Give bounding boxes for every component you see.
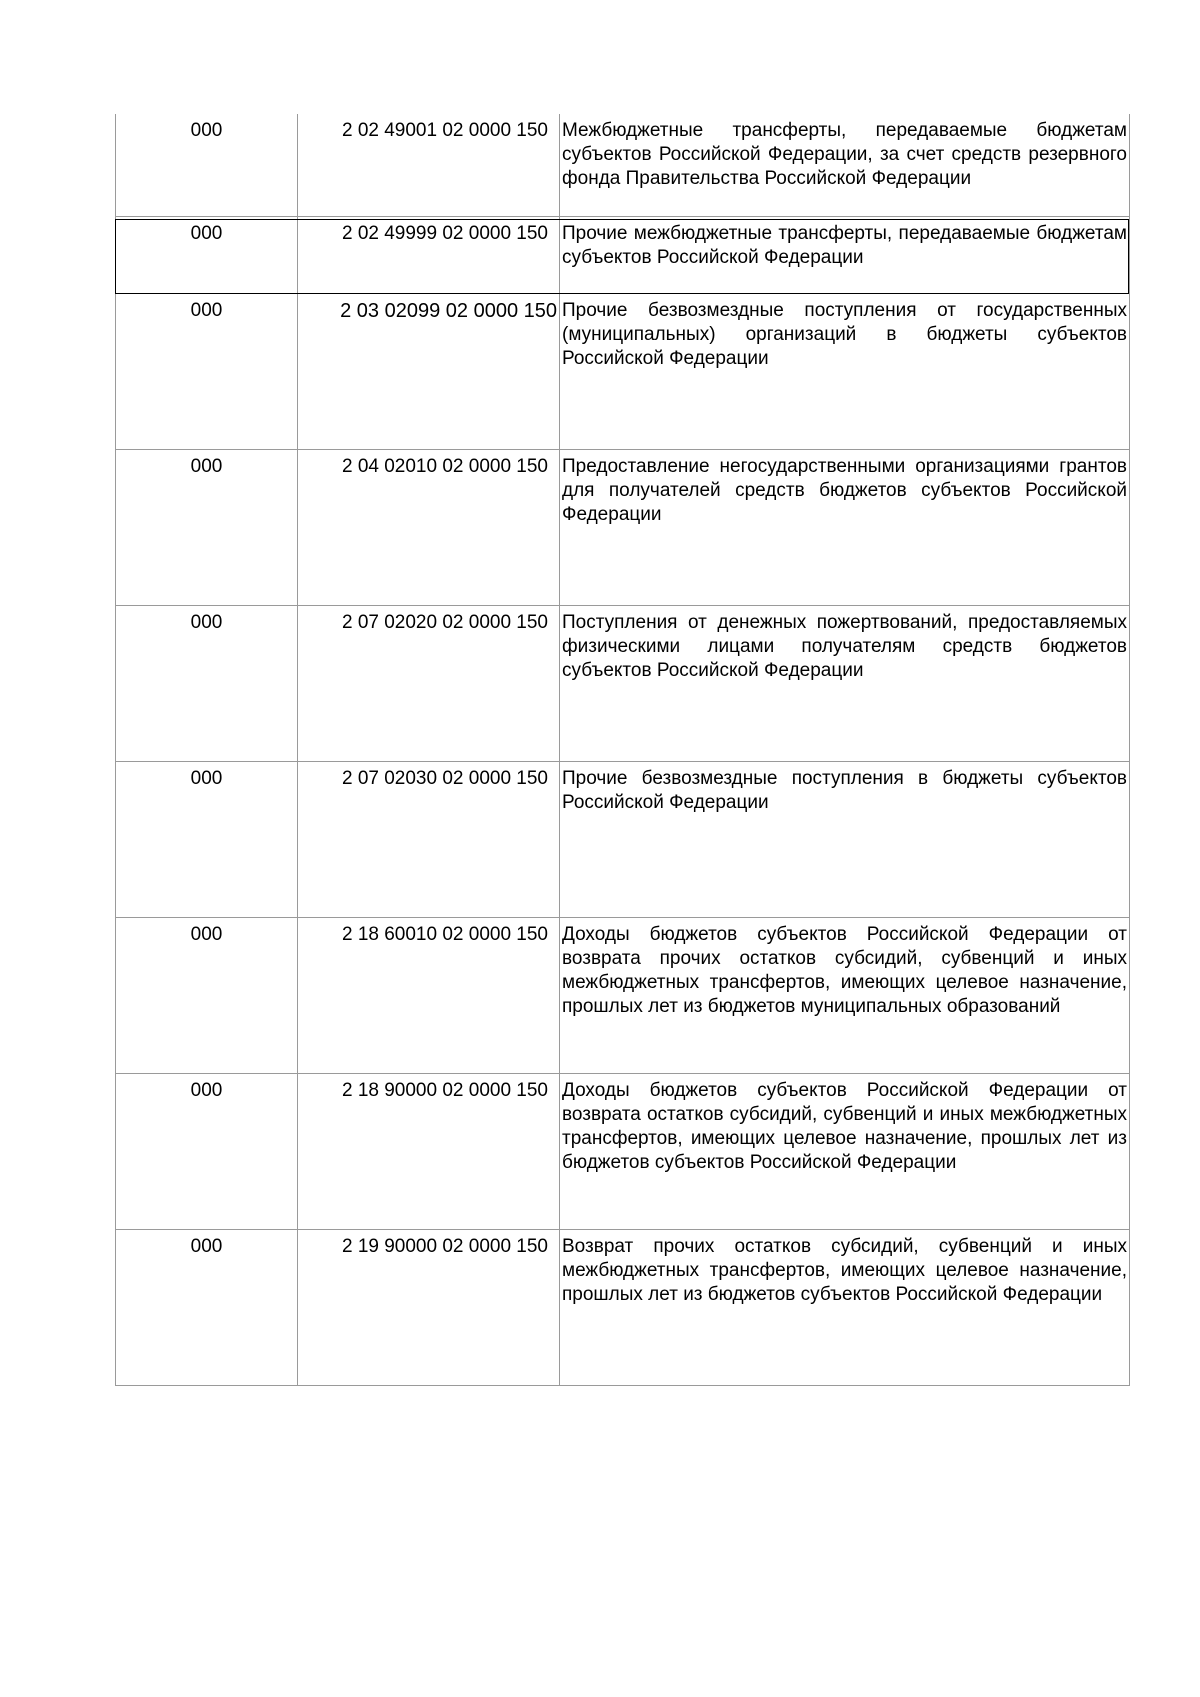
description-cell: Предоставление негосударственными организациями грантов для получателей средств бюджетов субъектов Российской Федерации <box>560 450 1130 606</box>
kbk-code-cell: 2 07 02020 02 0000 150 <box>298 606 560 762</box>
admin-code-cell: 000 <box>116 294 298 450</box>
description-cell: Прочие безвозмездные поступления от государственных (муниципальных) организаций в бюджеты субъектов Российской Федерации <box>560 294 1130 450</box>
table-row <box>116 450 1130 606</box>
table-row <box>116 114 1130 217</box>
description-cell: Доходы бюджетов субъектов Российской Федерации от возврата остатков субсидий, субвенций и иных межбюджетных трансфертов, имеющих целевое назначение, прошлых лет из бюджетов субъектов Российской Федерации <box>560 1074 1130 1230</box>
admin-code-cell: 000 <box>116 217 298 294</box>
kbk-code-cell: 2 18 60010 02 0000 150 <box>298 918 560 1074</box>
table-row <box>116 762 1130 918</box>
description-cell: Прочие безвозмездные поступления в бюджеты субъектов Российской Федерации <box>560 762 1130 918</box>
admin-code-cell: 000 <box>116 918 298 1074</box>
kbk-code-cell: 2 03 02099 02 0000 150 <box>298 294 560 450</box>
admin-code-cell: 000 <box>116 606 298 762</box>
table-row <box>116 918 1130 1074</box>
description-cell: Поступления от денежных пожертвований, предоставляемых физическими лицами получателям средств бюджетов субъектов Российской Федерации <box>560 606 1130 762</box>
description-cell: Прочие межбюджетные трансферты, передаваемые бюджетам субъектов Российской Федерации <box>560 217 1130 294</box>
budget-revenue-table <box>115 114 1130 1386</box>
admin-code-cell: 000 <box>116 1074 298 1230</box>
table-row <box>116 294 1130 450</box>
kbk-code-cell: 2 02 49999 02 0000 150 <box>298 217 560 294</box>
admin-code-cell: 000 <box>116 762 298 918</box>
admin-code-cell: 000 <box>116 114 298 217</box>
admin-code-cell: 000 <box>116 450 298 606</box>
kbk-code-cell: 2 02 49001 02 0000 150 <box>298 114 560 217</box>
description-cell: Доходы бюджетов субъектов Российской Федерации от возврата прочих остатков субсидий, субвенций и иных межбюджетных трансфертов, имеющих целевое назначение, прошлых лет из бюджетов муниципальных образований <box>560 918 1130 1074</box>
table-row <box>116 606 1130 762</box>
table-row <box>116 217 1130 294</box>
table-row <box>116 1230 1130 1386</box>
admin-code-cell: 000 <box>116 1230 298 1386</box>
kbk-code-cell: 2 07 02030 02 0000 150 <box>298 762 560 918</box>
description-cell: Межбюджетные трансферты, передаваемые бюджетам субъектов Российской Федерации, за счет средств резервного фонда Правительства Российской Федерации <box>560 114 1130 217</box>
description-cell: Возврат прочих остатков субсидий, субвенций и иных межбюджетных трансфертов, имеющих целевое назначение, прошлых лет из бюджетов субъектов Российской Федерации <box>560 1230 1130 1386</box>
kbk-code-cell: 2 18 90000 02 0000 150 <box>298 1074 560 1230</box>
kbk-code-cell: 2 19 90000 02 0000 150 <box>298 1230 560 1386</box>
kbk-code-cell: 2 04 02010 02 0000 150 <box>298 450 560 606</box>
table-row <box>116 1074 1130 1230</box>
